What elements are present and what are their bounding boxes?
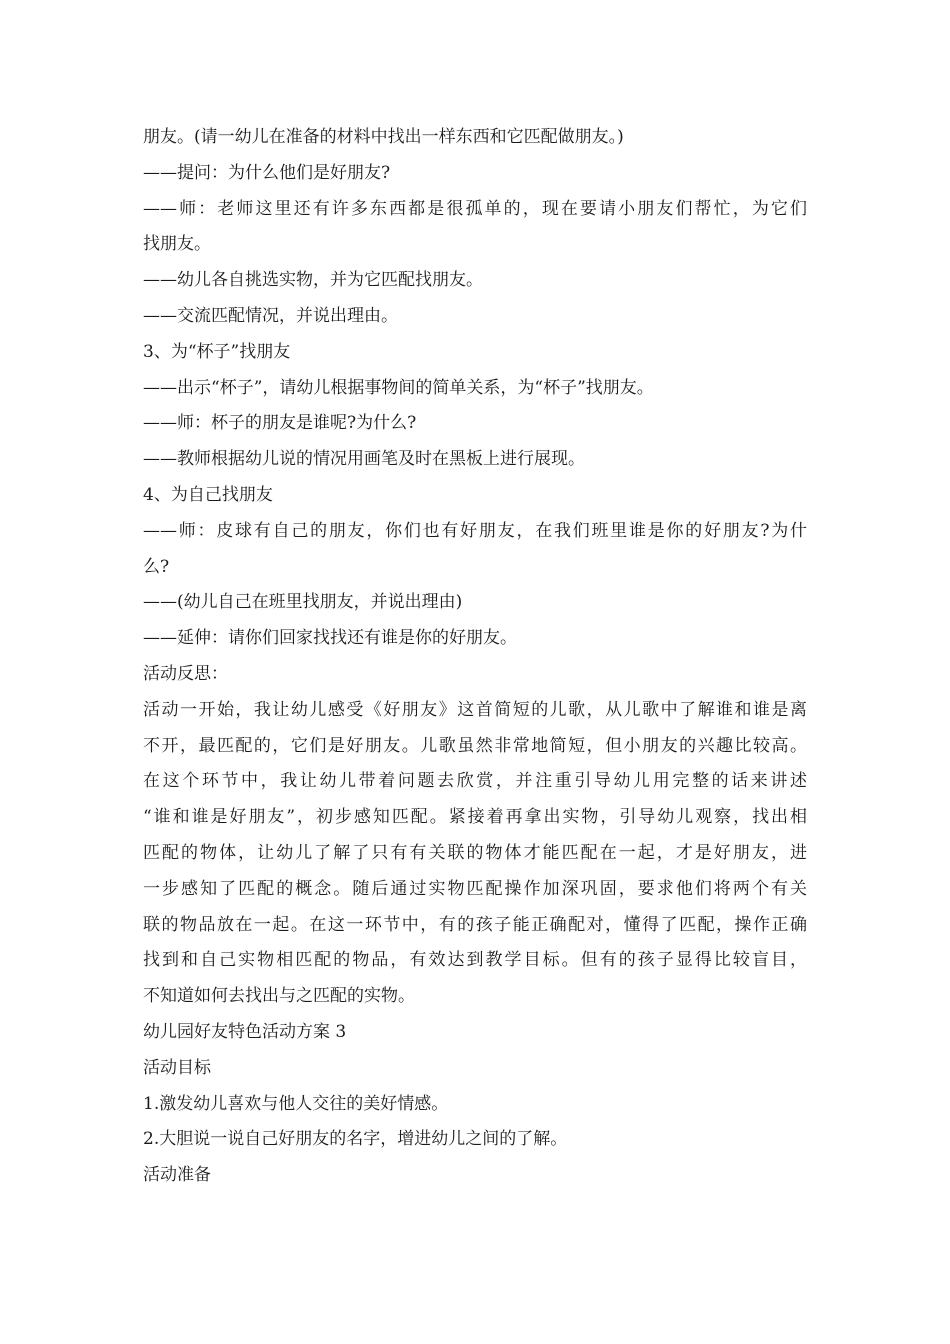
paragraph-line: 匹配的物体，让幼儿了解了只有有关联的物体才能匹配在一起，才是好朋友，进: [143, 842, 807, 863]
paragraph-line: 不开，最匹配的，它们是好朋友。儿歌虽然非常地简短，但小朋友的兴趣比较高。: [143, 735, 807, 756]
text-line: 1.激发幼儿喜欢与他人交往的美好情感。: [143, 1093, 449, 1114]
paragraph-line: “谁和谁是好朋友”，初步感知匹配。紧接着再拿出实物，引导幼儿观察，找出相: [143, 807, 807, 828]
section-heading: 活动目标: [143, 1057, 211, 1078]
paragraph-line: 找到和自己实物相匹配的物品，有效达到教学目标。但有的孩子显得比较盲目，: [143, 950, 807, 971]
text-line: 找朋友。: [143, 234, 211, 255]
section-heading: 3、为“杯子”找朋友: [143, 341, 291, 362]
text-line: 朋友。(请一幼儿在准备的材料中找出一样东西和它匹配做朋友。): [143, 127, 624, 147]
section-heading: 活动反思：: [143, 663, 228, 684]
text-line: 2.大胆说一说自己好朋友的名字，增进幼儿之间的了解。: [143, 1129, 568, 1150]
text-line: ——师：杯子的朋友是谁呢?为什么?: [143, 413, 417, 434]
text-line: 么?: [143, 556, 170, 577]
text-line: ——师：皮球有自己的朋友，你们也有好朋友，在我们班里谁是你的好朋友?为什: [143, 520, 807, 541]
document-page: [143, 120, 807, 1194]
paragraph-line: 联的物品放在一起。在这一环节中，有的孩子能正确配对，懂得了匹配，操作正确: [143, 914, 807, 935]
text-line: ——(幼儿自己在班里找朋友，并说出理由): [143, 592, 463, 613]
text-line: ——提问：为什么他们是好朋友?: [143, 162, 391, 183]
paragraph-line: 在这个环节中，我让幼儿带着问题去欣赏，并注重引导幼儿用完整的话来讲述: [143, 771, 807, 792]
text-line: ——出示“杯子”，请幼儿根据事物间的简单关系，为“杯子”找朋友。: [143, 377, 654, 398]
section-heading: 4、为自己找朋友: [143, 484, 273, 505]
text-line: ——师：老师这里还有许多东西都是很孤单的，现在要请小朋友们帮忙，为它们: [143, 198, 807, 219]
text-line: ——交流匹配情况，并说出理由。: [143, 305, 398, 326]
text-line: ——延伸：请你们回家找找还有谁是你的好朋友。: [143, 628, 517, 649]
document-heading: 幼儿园好友特色活动方案 3: [143, 1021, 347, 1042]
text-line: ——幼儿各自挑选实物，并为它匹配找朋友。: [143, 270, 483, 291]
paragraph-line: 一步感知了匹配的概念。随后通过实物匹配操作加深巩固，要求他们将两个有关: [143, 878, 807, 899]
paragraph-line: 不知道如何去找出与之匹配的实物。: [143, 986, 415, 1007]
paragraph-line: 活动一开始，我让幼儿感受《好朋友》这首简短的儿歌，从儿歌中了解谁和谁是离: [143, 699, 807, 720]
section-heading: 活动准备: [143, 1165, 211, 1186]
text-line: ——教师根据幼儿说的情况用画笔及时在黑板上进行展现。: [143, 449, 585, 470]
